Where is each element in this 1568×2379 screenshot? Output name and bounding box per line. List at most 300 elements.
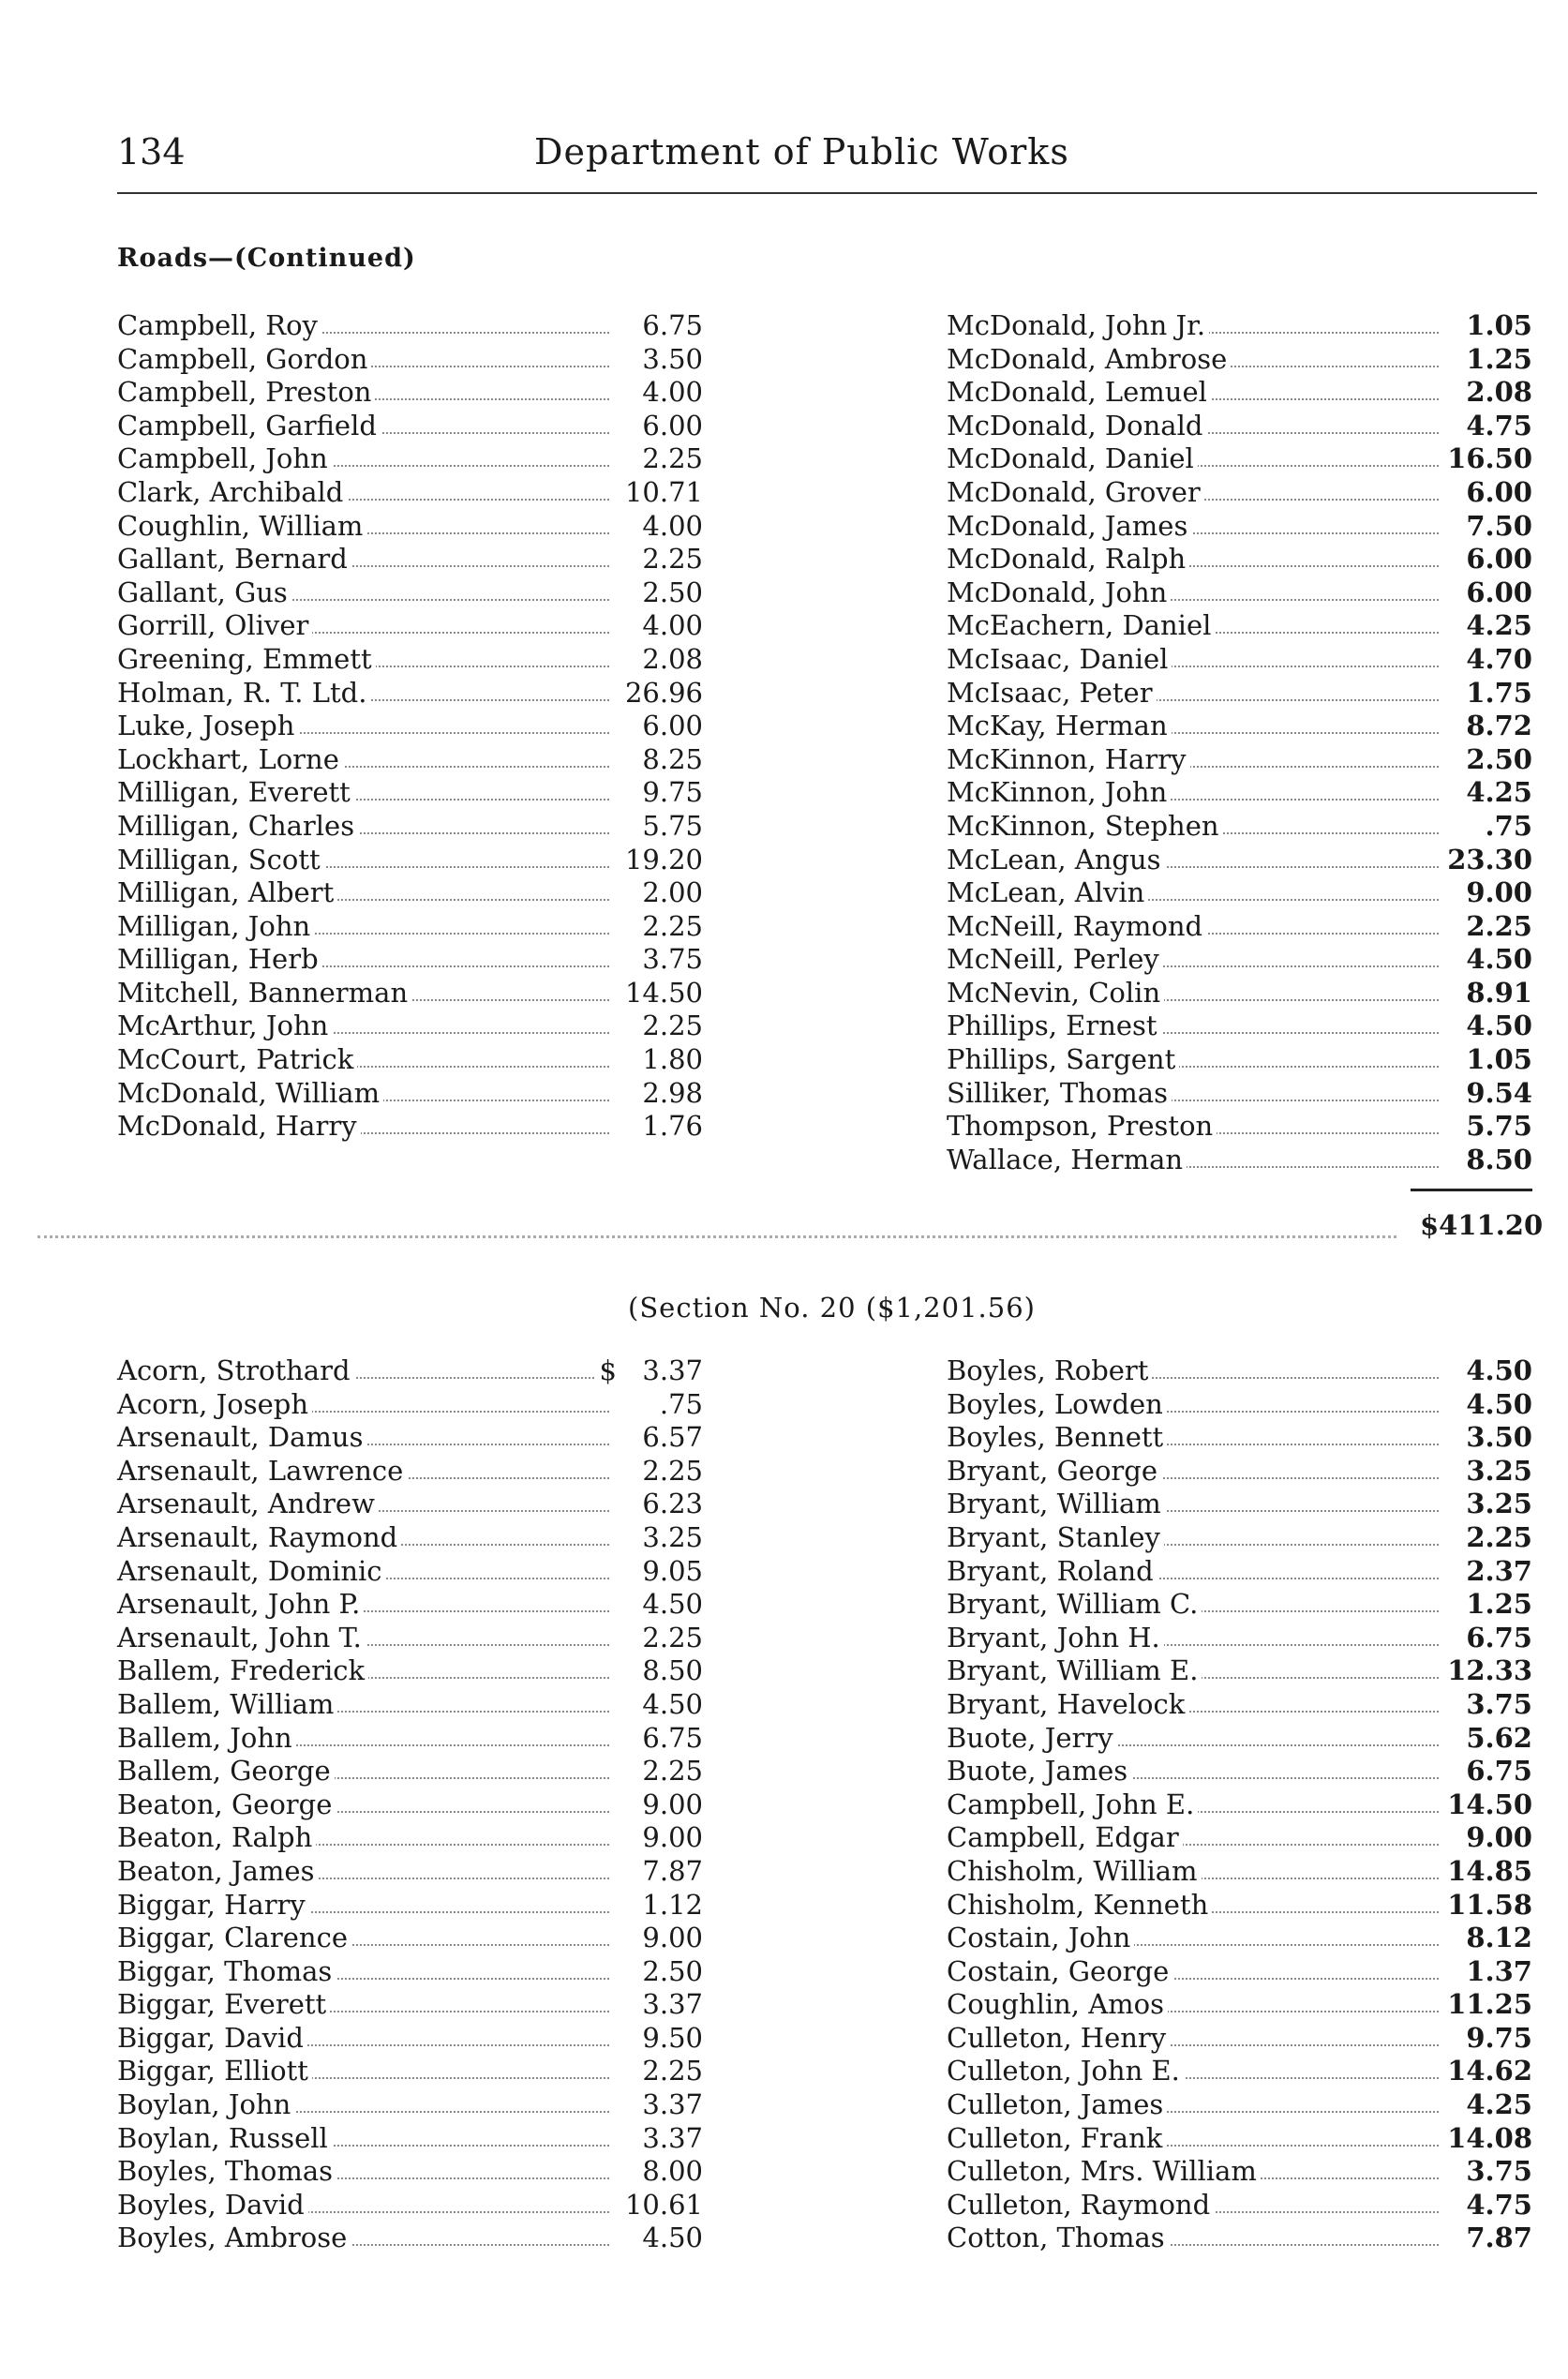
- list-item: [117, 910, 703, 944]
- list-item: [117, 1788, 703, 1822]
- list-item: [947, 977, 1532, 1010]
- payee-name: Gallant, Gus: [117, 576, 291, 610]
- payment-amount: 7.87: [642, 1854, 703, 1887]
- payment-amount: 4.25: [1466, 609, 1532, 642]
- payment-amount: 4.25: [1466, 2088, 1532, 2121]
- list-item: [947, 1955, 1532, 1989]
- list-item: [117, 1955, 703, 1989]
- list-item: [947, 710, 1532, 743]
- payment-amount: 1.37: [1466, 1954, 1532, 1987]
- payment-amount: 2.37: [1466, 1554, 1532, 1587]
- payment-amount: 4.75: [1466, 409, 1532, 441]
- payment-amount: 2.50: [1466, 742, 1532, 775]
- payee-name: McKinnon, John: [947, 776, 1171, 810]
- payment-amount: 14.62: [1447, 2055, 1532, 2087]
- payee-name: Buote, James: [947, 1755, 1131, 1788]
- payment-amount: 4.00: [642, 509, 703, 542]
- payment-amount: 1.12: [642, 1888, 703, 1921]
- payee-name: Boyles, Lowden: [947, 1388, 1167, 1422]
- list-item: [117, 776, 703, 810]
- list-item: [117, 977, 703, 1010]
- payee-name: McKay, Herman: [947, 710, 1172, 743]
- payee-name: Arsenault, Lawrence: [117, 1455, 407, 1489]
- payee-name: Biggar, Clarence: [117, 1922, 351, 1955]
- payment-amount: 2.50: [642, 1954, 703, 1987]
- payment-amount: 1.05: [1466, 309, 1532, 341]
- payment-amount: 9.05: [642, 1554, 703, 1587]
- payment-amount: 14.50: [1447, 1788, 1532, 1820]
- payee-name: Arsenault, John P.: [117, 1588, 364, 1622]
- list-item: [947, 2055, 1532, 2088]
- payment-amount: 2.25: [1466, 1520, 1532, 1553]
- payee-name: McDonald, William: [117, 1077, 383, 1111]
- list-item: [117, 1889, 703, 1923]
- list-item: [117, 1488, 703, 1521]
- list-item: [117, 1521, 703, 1555]
- block2-left-column: [117, 1354, 703, 2255]
- list-item: [947, 876, 1532, 910]
- payee-name: Bryant, William C.: [947, 1588, 1202, 1622]
- payee-name: Cotton, Thomas: [947, 2222, 1169, 2255]
- payment-amount: 1.25: [1466, 1588, 1532, 1621]
- payee-name: Clark, Archibald: [117, 476, 347, 510]
- payment-amount: 11.58: [1447, 1888, 1532, 1921]
- list-item: [947, 2222, 1532, 2255]
- payment-amount: 8.50: [642, 1654, 703, 1687]
- payment-amount: 2.25: [642, 2055, 703, 2087]
- payment-amount: 3.75: [642, 943, 703, 976]
- list-item: [117, 710, 703, 743]
- list-item: [117, 2055, 703, 2088]
- payee-name: Campbell, Roy: [117, 309, 321, 343]
- payee-name: Bryant, William E.: [947, 1654, 1202, 1688]
- payment-amount: 2.50: [642, 576, 703, 608]
- block2-right-column: [947, 1354, 1532, 2255]
- list-item: [947, 476, 1532, 510]
- payment-amount: 8.91: [1466, 976, 1532, 1009]
- payment-amount: 8.50: [1466, 1143, 1532, 1175]
- payment-amount: 8.12: [1466, 1922, 1532, 1954]
- list-item: [117, 1821, 703, 1855]
- list-item: [117, 743, 703, 777]
- payee-name: Boyles, David: [117, 2189, 308, 2222]
- payee-name: Boyles, Bennett: [947, 1421, 1167, 1455]
- page-header: [117, 131, 1537, 197]
- payment-amount: 3.75: [1466, 1687, 1532, 1720]
- list-item: [117, 2222, 703, 2255]
- list-item: [947, 376, 1532, 410]
- payee-name: Arsenault, Damus: [117, 1421, 366, 1455]
- payment-amount: 23.30: [1447, 843, 1532, 875]
- list-item: [947, 1622, 1532, 1655]
- total-leader: [37, 1235, 1396, 1238]
- block1-right-column: [947, 309, 1532, 1176]
- payee-name: Lockhart, Lorne: [117, 743, 343, 777]
- payment-amount: 9.00: [642, 1821, 703, 1854]
- payee-name: Ballem, John: [117, 1722, 296, 1756]
- payment-amount: 4.50: [1466, 1354, 1532, 1386]
- list-item: [947, 1688, 1532, 1722]
- payment-amount: 2.00: [642, 876, 703, 909]
- payment-amount: 1.75: [1466, 676, 1532, 709]
- payee-name: Phillips, Ernest: [947, 1010, 1161, 1043]
- payee-name: Milligan, Herb: [117, 943, 322, 977]
- payment-amount: .75: [1485, 809, 1532, 842]
- payee-name: Chisholm, William: [947, 1855, 1202, 1889]
- list-item: [947, 1555, 1532, 1589]
- list-item: [947, 2122, 1532, 2156]
- list-item: [117, 1855, 703, 1889]
- payee-name: Boylan, Russell: [117, 2122, 332, 2156]
- payee-name: Beaton, Ralph: [117, 1821, 316, 1855]
- list-item: [117, 2189, 703, 2222]
- payment-amount: 6.00: [1466, 475, 1532, 508]
- payment-amount: 9.75: [1466, 2021, 1532, 2054]
- payment-amount: .75: [659, 1387, 703, 1420]
- payee-name: Culleton, Frank: [947, 2122, 1166, 2156]
- payment-amount: 8.00: [642, 2155, 703, 2188]
- list-item: [117, 1043, 703, 1077]
- payee-name: Coughlin, Amos: [947, 1988, 1168, 2022]
- payee-name: Ballem, Frederick: [117, 1654, 368, 1688]
- payment-amount: 2.25: [642, 442, 703, 475]
- payee-name: Milligan, Everett: [117, 776, 354, 810]
- payee-name: Campbell, Garfield: [117, 410, 381, 443]
- list-item: [947, 543, 1532, 576]
- list-item: [947, 1889, 1532, 1923]
- payment-amount: 10.61: [624, 2188, 703, 2221]
- list-item: [947, 1488, 1532, 1521]
- payee-name: Costain, George: [947, 1955, 1172, 1989]
- payee-name: McNeill, Raymond: [947, 910, 1206, 944]
- payment-amount: 2.25: [1466, 909, 1532, 942]
- total-amount: $411.20: [1420, 1209, 1544, 1241]
- payment-amount: 3.37: [642, 2088, 703, 2121]
- payee-name: Arsenault, John T.: [117, 1622, 366, 1655]
- payment-amount: 26.96: [624, 676, 703, 709]
- list-item: [117, 1722, 703, 1756]
- payment-amount: 4.00: [642, 609, 703, 642]
- payment-amount: 14.08: [1447, 2121, 1532, 2154]
- list-item: [947, 677, 1532, 711]
- section-title: (Section No. 20 ($1,201.56): [628, 1292, 1036, 1324]
- payee-name: Bryant, Havelock: [947, 1688, 1188, 1722]
- list-item: [947, 576, 1532, 610]
- payee-name: McNevin, Colin: [947, 977, 1164, 1010]
- payment-amount: 3.37: [642, 2121, 703, 2154]
- payment-amount: 7.50: [1466, 509, 1532, 542]
- payee-name: Greening, Emmett: [117, 643, 376, 677]
- payee-name: McLean, Alvin: [947, 876, 1148, 910]
- payee-name: McIsaac, Daniel: [947, 643, 1172, 677]
- payment-amount: 12.33: [1447, 1654, 1532, 1687]
- payment-amount: 9.00: [1466, 1821, 1532, 1854]
- list-item: [117, 1388, 703, 1422]
- list-item: [117, 1354, 703, 1388]
- payee-name: McLean, Angus: [947, 844, 1165, 877]
- page-number: 134: [117, 131, 186, 172]
- payee-name: McDonald, Grover: [947, 476, 1204, 510]
- payment-amount: 6.23: [642, 1488, 703, 1520]
- payee-name: Boyles, Robert: [947, 1354, 1152, 1388]
- list-item: [947, 643, 1532, 677]
- list-item: [947, 810, 1532, 844]
- payment-amount: 2.25: [642, 1454, 703, 1487]
- list-item: [947, 2088, 1532, 2122]
- payee-name: McDonald, Lemuel: [947, 376, 1211, 410]
- list-item: [117, 943, 703, 977]
- payee-name: Campbell, Gordon: [117, 343, 371, 377]
- payment-amount: 2.08: [642, 642, 703, 675]
- list-item: [947, 1354, 1532, 1388]
- payment-amount: 4.75: [1466, 2188, 1532, 2221]
- list-item: [117, 1110, 703, 1144]
- payment-amount: 6.75: [642, 309, 703, 341]
- payee-name: Boylan, John: [117, 2088, 294, 2122]
- payee-name: McDonald, John: [947, 576, 1171, 610]
- payment-amount: 3.50: [1466, 1421, 1532, 1454]
- payee-name: Culleton, Raymond: [947, 2189, 1214, 2222]
- list-item: [117, 1622, 703, 1655]
- payment-amount: 6.00: [1466, 543, 1532, 576]
- list-item: [117, 1588, 703, 1622]
- payee-name: McDonald, Harry: [117, 1110, 361, 1144]
- list-item: [117, 1455, 703, 1489]
- payee-name: Gorrill, Oliver: [117, 609, 312, 643]
- list-item: [947, 1521, 1532, 1555]
- payment-amount: 2.25: [642, 1755, 703, 1788]
- payee-name: Biggar, Thomas: [117, 1955, 336, 1989]
- payee-name: McNeill, Perley: [947, 943, 1163, 977]
- payee-name: Acorn, Strothard: [117, 1354, 354, 1388]
- list-item: [947, 1654, 1532, 1688]
- payment-amount: 3.37: [642, 1988, 703, 2021]
- payee-name: Biggar, Harry: [117, 1889, 309, 1923]
- payee-name: Chisholm, Kenneth: [947, 1889, 1212, 1923]
- payment-amount: 2.25: [642, 543, 703, 576]
- payee-name: Campbell, John E.: [947, 1788, 1198, 1822]
- payment-amount: 3.25: [1466, 1488, 1532, 1520]
- payee-name: Mitchell, Bannerman: [117, 977, 411, 1010]
- list-item: [947, 343, 1532, 377]
- list-item: [117, 876, 703, 910]
- payment-amount: 8.72: [1466, 710, 1532, 742]
- list-item: [117, 677, 703, 711]
- payee-name: McDonald, Ambrose: [947, 343, 1231, 377]
- payee-name: McEachern, Daniel: [947, 609, 1215, 643]
- payment-amount: 4.00: [642, 376, 703, 409]
- payee-name: Biggar, Elliott: [117, 2055, 312, 2088]
- payee-name: Milligan, Scott: [117, 844, 324, 877]
- list-item: [947, 1455, 1532, 1489]
- payment-amount: 3.75: [1466, 2155, 1532, 2188]
- payment-amount: 16.50: [1447, 442, 1532, 475]
- payee-name: Silliker, Thomas: [947, 1077, 1172, 1111]
- list-item: [117, 810, 703, 844]
- payment-amount: 4.50: [642, 1588, 703, 1621]
- payee-name: Campbell, Edgar: [947, 1821, 1183, 1855]
- list-item: [117, 643, 703, 677]
- payment-amount: 6.75: [1466, 1755, 1532, 1788]
- list-item: [947, 1043, 1532, 1077]
- payment-amount: 14.85: [1447, 1854, 1532, 1887]
- payee-name: Thompson, Preston: [947, 1110, 1217, 1144]
- total-rule: [1411, 1189, 1532, 1191]
- payee-name: McDonald, Donald: [947, 410, 1206, 443]
- payee-name: Wallace, Herman: [947, 1144, 1187, 1177]
- list-item: [117, 1555, 703, 1589]
- list-item: [117, 1010, 703, 1043]
- payment-amount: 1.76: [642, 1110, 703, 1143]
- list-item: [947, 943, 1532, 977]
- section-heading: Roads—(Continued): [117, 244, 416, 273]
- payee-name: McArthur, John: [117, 1010, 332, 1043]
- payment-amount: 6.00: [642, 409, 703, 441]
- list-item: [117, 1755, 703, 1788]
- list-item: [947, 510, 1532, 544]
- payment-amount: 5.62: [1466, 1721, 1532, 1754]
- payee-name: Arsenault, Raymond: [117, 1521, 401, 1555]
- list-item: [947, 1722, 1532, 1756]
- payee-name: Milligan, Albert: [117, 876, 337, 910]
- list-item: [117, 1421, 703, 1455]
- payee-name: Arsenault, Andrew: [117, 1488, 379, 1521]
- payment-amount: 6.75: [1466, 1621, 1532, 1653]
- list-item: [117, 410, 703, 443]
- payment-amount: 2.25: [642, 909, 703, 942]
- payee-name: Biggar, David: [117, 2022, 307, 2056]
- payment-amount: 4.50: [642, 1687, 703, 1720]
- list-item: [947, 2155, 1532, 2189]
- payment-amount: 11.25: [1447, 1988, 1532, 2021]
- list-item: [117, 1688, 703, 1722]
- list-item: [947, 1755, 1532, 1788]
- payment-amount: 5.75: [642, 809, 703, 842]
- payment-amount: 7.87: [1466, 2222, 1532, 2254]
- payment-amount: 9.00: [1466, 876, 1532, 909]
- payee-name: Campbell, Preston: [117, 376, 375, 410]
- payment-amount: 14.50: [624, 976, 703, 1009]
- payment-amount: 4.50: [642, 2222, 703, 2254]
- payment-amount: 6.75: [642, 1721, 703, 1754]
- list-item: [117, 2122, 703, 2156]
- payee-name: Ballem, George: [117, 1755, 335, 1788]
- payment-amount: 4.70: [1466, 642, 1532, 675]
- payee-name: Milligan, Charles: [117, 810, 358, 844]
- payee-name: Bryant, Roland: [947, 1555, 1157, 1589]
- payee-name: McDonald, Ralph: [947, 543, 1189, 576]
- payment-amount: 10.71: [624, 475, 703, 508]
- payment-amount: 2.25: [642, 1010, 703, 1042]
- payment-amount: 2.08: [1466, 376, 1532, 409]
- payee-name: McDonald, James: [947, 510, 1191, 544]
- payment-amount: 1.25: [1466, 342, 1532, 375]
- header-rule: [117, 192, 1537, 194]
- payment-amount: 6.57: [642, 1421, 703, 1454]
- list-item: [947, 1922, 1532, 1955]
- payee-name: Culleton, James: [947, 2088, 1167, 2122]
- payment-amount: 9.54: [1466, 1076, 1532, 1109]
- list-item: [117, 2022, 703, 2056]
- payment-amount: 19.20: [624, 843, 703, 875]
- payee-name: Phillips, Sargent: [947, 1043, 1179, 1077]
- payee-name: Bryant, Stanley: [947, 1521, 1164, 1555]
- list-item: [947, 1988, 1532, 2022]
- payee-name: McKinnon, Stephen: [947, 810, 1223, 844]
- payee-name: Milligan, John: [117, 910, 314, 944]
- payee-name: McKinnon, Harry: [947, 743, 1190, 777]
- payment-amount: 2.98: [642, 1076, 703, 1109]
- payee-name: Biggar, Everett: [117, 1988, 330, 2022]
- payment-amount: 6.00: [1466, 576, 1532, 608]
- block1-left-column: [117, 309, 703, 1144]
- payment-amount: 3.25: [1466, 1454, 1532, 1487]
- list-item: [117, 1922, 703, 1955]
- payee-name: McIsaac, Peter: [947, 677, 1157, 711]
- list-item: [117, 1077, 703, 1111]
- list-item: [117, 2088, 703, 2122]
- list-item: [947, 609, 1532, 643]
- list-item: [947, 1821, 1532, 1855]
- payee-name: Coughlin, William: [117, 510, 366, 544]
- list-item: [117, 476, 703, 510]
- payee-name: Boyles, Thomas: [117, 2155, 336, 2189]
- payment-amount: 3.25: [642, 1520, 703, 1553]
- list-item: [117, 2155, 703, 2189]
- payment-amount: 1.05: [1466, 1043, 1532, 1076]
- list-item: [117, 609, 703, 643]
- list-item: [947, 2189, 1532, 2222]
- payee-name: Culleton, John E.: [947, 2055, 1184, 2088]
- list-item: [947, 309, 1532, 343]
- payment-amount: 4.50: [1466, 1010, 1532, 1042]
- list-item: [947, 1144, 1532, 1177]
- list-item: [947, 442, 1532, 476]
- payee-name: Holman, R. T. Ltd.: [117, 677, 370, 711]
- payee-name: Culleton, Henry: [947, 2022, 1170, 2056]
- payment-amount: 2.25: [642, 1621, 703, 1653]
- payment-amount: 9.00: [642, 1788, 703, 1820]
- payee-name: Bryant, George: [947, 1455, 1161, 1489]
- list-item: [117, 376, 703, 410]
- payment-amount: 4.50: [1466, 943, 1532, 976]
- payment-amount: 3.37: [642, 1354, 703, 1386]
- list-item: [947, 1077, 1532, 1111]
- payee-name: Beaton, James: [117, 1855, 318, 1889]
- list-item: [117, 844, 703, 877]
- list-item: [947, 1110, 1532, 1144]
- payment-amount: 5.75: [1466, 1110, 1532, 1143]
- payee-name: Bryant, William: [947, 1488, 1165, 1521]
- payee-name: Gallant, Bernard: [117, 543, 351, 576]
- payee-name: Culleton, Mrs. William: [947, 2155, 1261, 2189]
- payment-amount: 3.50: [642, 342, 703, 375]
- payment-amount: 8.25: [642, 742, 703, 775]
- payee-name: Beaton, George: [117, 1788, 336, 1822]
- list-item: [947, 1388, 1532, 1422]
- list-item: [947, 1855, 1532, 1889]
- list-item: [947, 743, 1532, 777]
- list-item: [117, 442, 703, 476]
- payment-amount: 9.00: [642, 1922, 703, 1954]
- list-item: [117, 309, 703, 343]
- list-item: [947, 776, 1532, 810]
- payment-amount: 4.50: [1466, 1387, 1532, 1420]
- list-item: [117, 576, 703, 610]
- payee-name: Bryant, John H.: [947, 1622, 1164, 1655]
- page-title: Department of Public Works: [534, 131, 1069, 172]
- list-item: [947, 2022, 1532, 2056]
